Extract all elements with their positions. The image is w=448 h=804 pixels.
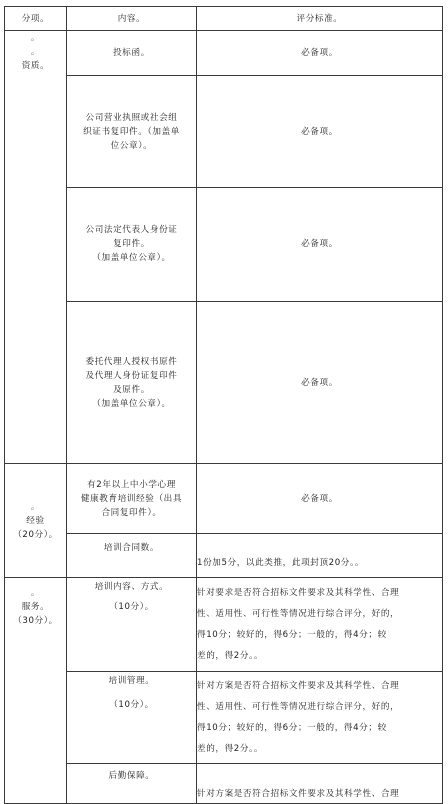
standard-line: 得10分；较好的，得6分；一般的，得4分；较 xyxy=(197,629,387,640)
standard-line: 性、适用性、可行性等情况进行综合评分，好的， xyxy=(197,608,400,619)
standard-line: 得10分；较好的，得6分；一般的，得4分；较 xyxy=(197,722,387,733)
standard-line: 针对要求是否符合招标文件要求及其科学性、合理 xyxy=(197,587,400,598)
content-business-license xyxy=(67,76,197,187)
header-row xyxy=(5,7,443,31)
category-mark: 。 xyxy=(30,47,41,57)
content-experience-req xyxy=(67,464,197,534)
table-row xyxy=(5,578,443,672)
content-line: （10分）。 xyxy=(109,602,154,612)
category-label: 资质。 xyxy=(21,61,50,71)
content-line: 合同复印件）。 xyxy=(101,507,162,518)
standard-logistics xyxy=(197,764,443,804)
standard-experience-req: 必备项。 xyxy=(197,464,443,534)
table-row xyxy=(5,534,443,578)
standard-line: 差的，得2分。。 xyxy=(197,743,264,754)
content-line: （加盖单位公章）。 xyxy=(92,398,171,409)
content-line: 织证书复印件。（加盖单 xyxy=(83,126,180,137)
content-training-content xyxy=(67,578,197,672)
table-row xyxy=(5,464,443,534)
content-line: 委托代理人授权书原件 xyxy=(85,356,178,367)
table-row xyxy=(5,31,443,76)
category-mark: 。 xyxy=(30,501,41,512)
standard-line: 针对方案是否符合招标文件要求及其科学性、合理 xyxy=(197,680,400,691)
standard-training-content xyxy=(197,578,443,672)
standard-business-license: 必备项。 xyxy=(197,76,443,187)
scoring-table xyxy=(4,6,443,804)
content-authorization xyxy=(67,302,197,464)
header-category: 分项。 xyxy=(5,7,67,31)
content-contract-count: 培训合同数。 xyxy=(67,534,197,578)
standard-legal-rep-id: 必备项。 xyxy=(197,187,443,302)
table-row xyxy=(5,76,443,187)
category-mark: 。 xyxy=(30,33,41,43)
standard-line: 差的，得2分。。 xyxy=(197,650,264,661)
category-label: 服务。 xyxy=(21,602,50,612)
content-line: 公司营业执照或社会组 xyxy=(85,112,178,123)
content-training-mgmt xyxy=(67,672,197,764)
content-line: （加盖单位公章）。 xyxy=(92,253,171,264)
standard-training-mgmt xyxy=(197,672,443,764)
content-line: 公司法定代表人身份证 xyxy=(85,225,178,236)
content-legal-rep-id xyxy=(67,187,197,302)
header-standard: 评分标准。 xyxy=(197,7,443,31)
category-points: （20分）。 xyxy=(13,529,58,540)
content-line: 培训内容、方式。 xyxy=(94,582,169,592)
content-line: （10分）。 xyxy=(109,700,154,710)
header-content: 内容。 xyxy=(67,7,197,31)
table-row xyxy=(5,672,443,764)
category-experience xyxy=(5,464,67,578)
standard-bid-letter: 必备项。 xyxy=(197,31,443,76)
category-qualification xyxy=(5,31,67,464)
content-line: 有2年以上中小学心理 xyxy=(87,479,176,490)
content-line: 及代理人身份证复印件 xyxy=(85,370,178,381)
content-logistics: 后勤保障。 xyxy=(67,764,197,804)
standard-contract-count: 1份加5分，以此类推，此项封顶20分。。 xyxy=(197,534,443,578)
content-line: 健康教育培训经验（出具 xyxy=(80,493,183,504)
standard-authorization: 必备项。 xyxy=(197,302,443,464)
category-service xyxy=(5,578,67,804)
content-line: 培训管理。 xyxy=(108,676,155,686)
category-label: 经验 xyxy=(26,515,45,526)
content-line: 位公章）。 xyxy=(110,140,153,151)
table-row xyxy=(5,302,443,464)
standard-line: 性、适用性、可行性等情况进行综合评分，好的， xyxy=(197,701,400,712)
content-line: 复印件。 xyxy=(113,239,150,250)
table-row xyxy=(5,187,443,302)
table-row xyxy=(5,764,443,804)
content-line: 及原件。 xyxy=(113,384,150,395)
category-points: （30分）。 xyxy=(13,616,58,626)
content-bid-letter: 投标函。 xyxy=(67,31,197,76)
standard-line: 针对方案是否符合招标文件要求及其科学性、合理 xyxy=(197,789,400,799)
category-mark: 。 xyxy=(30,588,41,598)
